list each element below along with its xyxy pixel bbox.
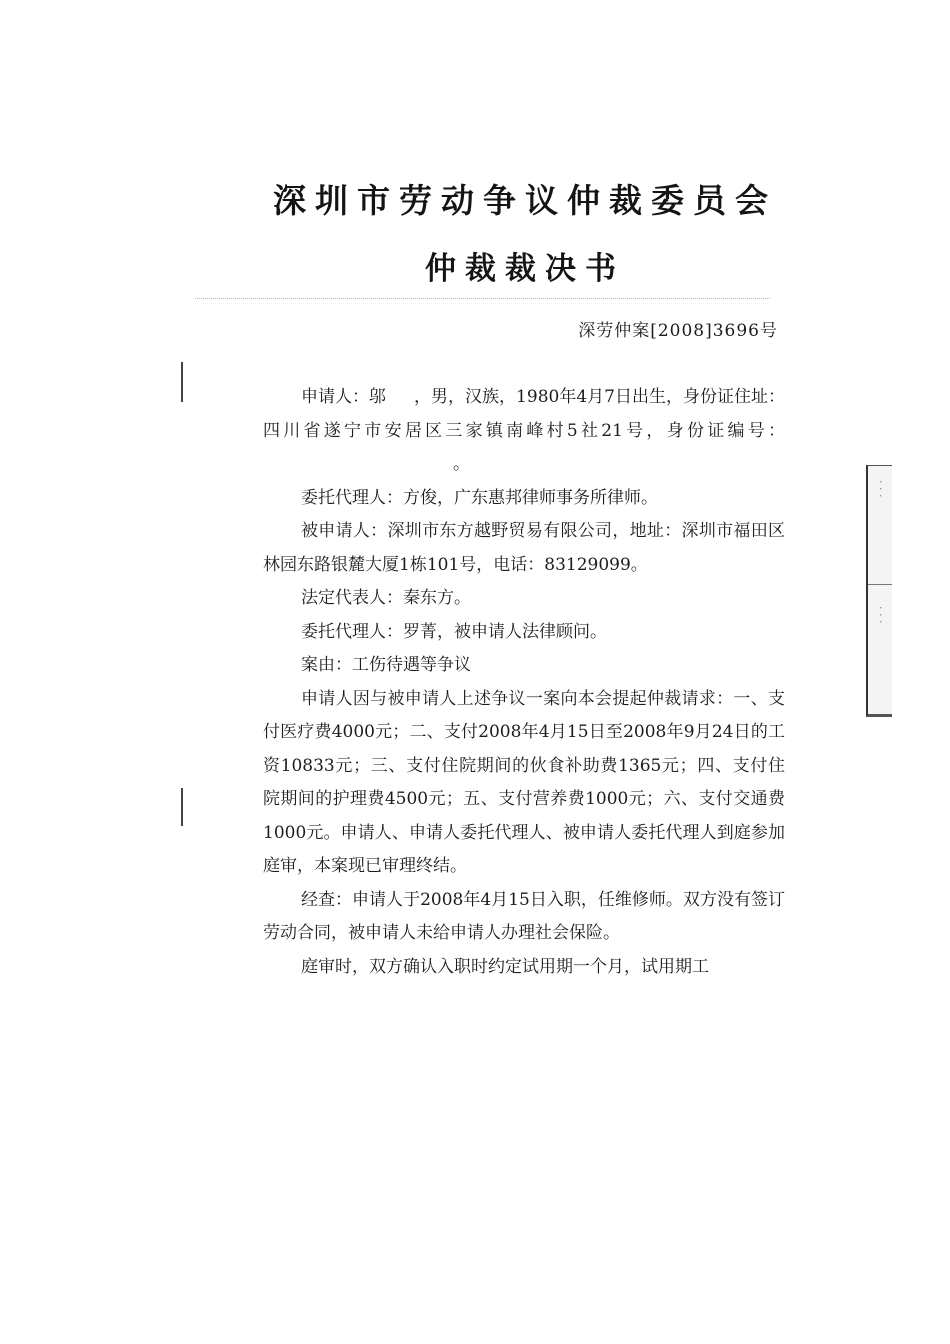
document-subtitle: 仲裁裁决书 xyxy=(425,251,625,287)
scan-margin-mark xyxy=(181,362,183,402)
applicant-end: 。 xyxy=(453,454,470,474)
applicant-paragraph xyxy=(263,381,785,482)
applicant-details: ，男，汉族，1980年4月7日出生，身份证住址：四川省遂宁市安居区三家镇南峰村5社21号，身份证编号： xyxy=(263,387,786,441)
respondent-paragraph: 被申请人：深圳市东方越野贸易有限公司，地址：深圳市福田区林园东路银麓大厦1栋101号，电话：83129099。 xyxy=(263,521,785,575)
case-cause-paragraph: 案由：工伤待遇等争议 xyxy=(301,655,471,675)
legal-representative-paragraph: 法定代表人：秦东方。 xyxy=(301,588,471,608)
document-body xyxy=(263,381,785,984)
applicant-label: 申请人：邬 xyxy=(301,387,387,407)
document-title: 深圳市劳动争议仲裁委员会 xyxy=(273,181,777,220)
hearing-paragraph: 庭审时，双方确认入职时约定试用期一个月，试用期工 xyxy=(301,956,709,977)
scan-margin-mark xyxy=(181,788,183,826)
findings-paragraph: 经查：申请人于2008年4月15日入职，任维修师。双方没有签订劳动合同，被申请人未给申请人办理社会保险。 xyxy=(263,889,785,943)
applicant-agent-paragraph: 委托代理人：方俊，广东惠邦律师事务所律师。 xyxy=(301,487,658,508)
case-number: 深劳仲案[2008]3696号 xyxy=(578,321,778,341)
respondent-agent-paragraph: 委托代理人：罗菁，被申请人法律顾问。 xyxy=(301,621,607,642)
scan-edge-tab xyxy=(866,465,892,717)
scan-edge-marks: · · · xyxy=(874,480,887,498)
scan-artifact-line xyxy=(195,298,770,299)
scan-edge-marks: · · · xyxy=(874,606,887,624)
claims-paragraph: 申请人因与被申请人上述争议一案向本会提起仲裁请求：一、支付医疗费4000元；二、支付2008年4月15日至2008年9月24日的工资10833元；三、支付住院期间的伙食补助费1365元；四、支付住院期间的护理费4500元；五、支付营养费1000元；六、支付交通费1000元。申请人、申请人委托代理人、被申请人委托代理人到庭参加庭审，本案现已审理终结。 xyxy=(263,688,785,876)
